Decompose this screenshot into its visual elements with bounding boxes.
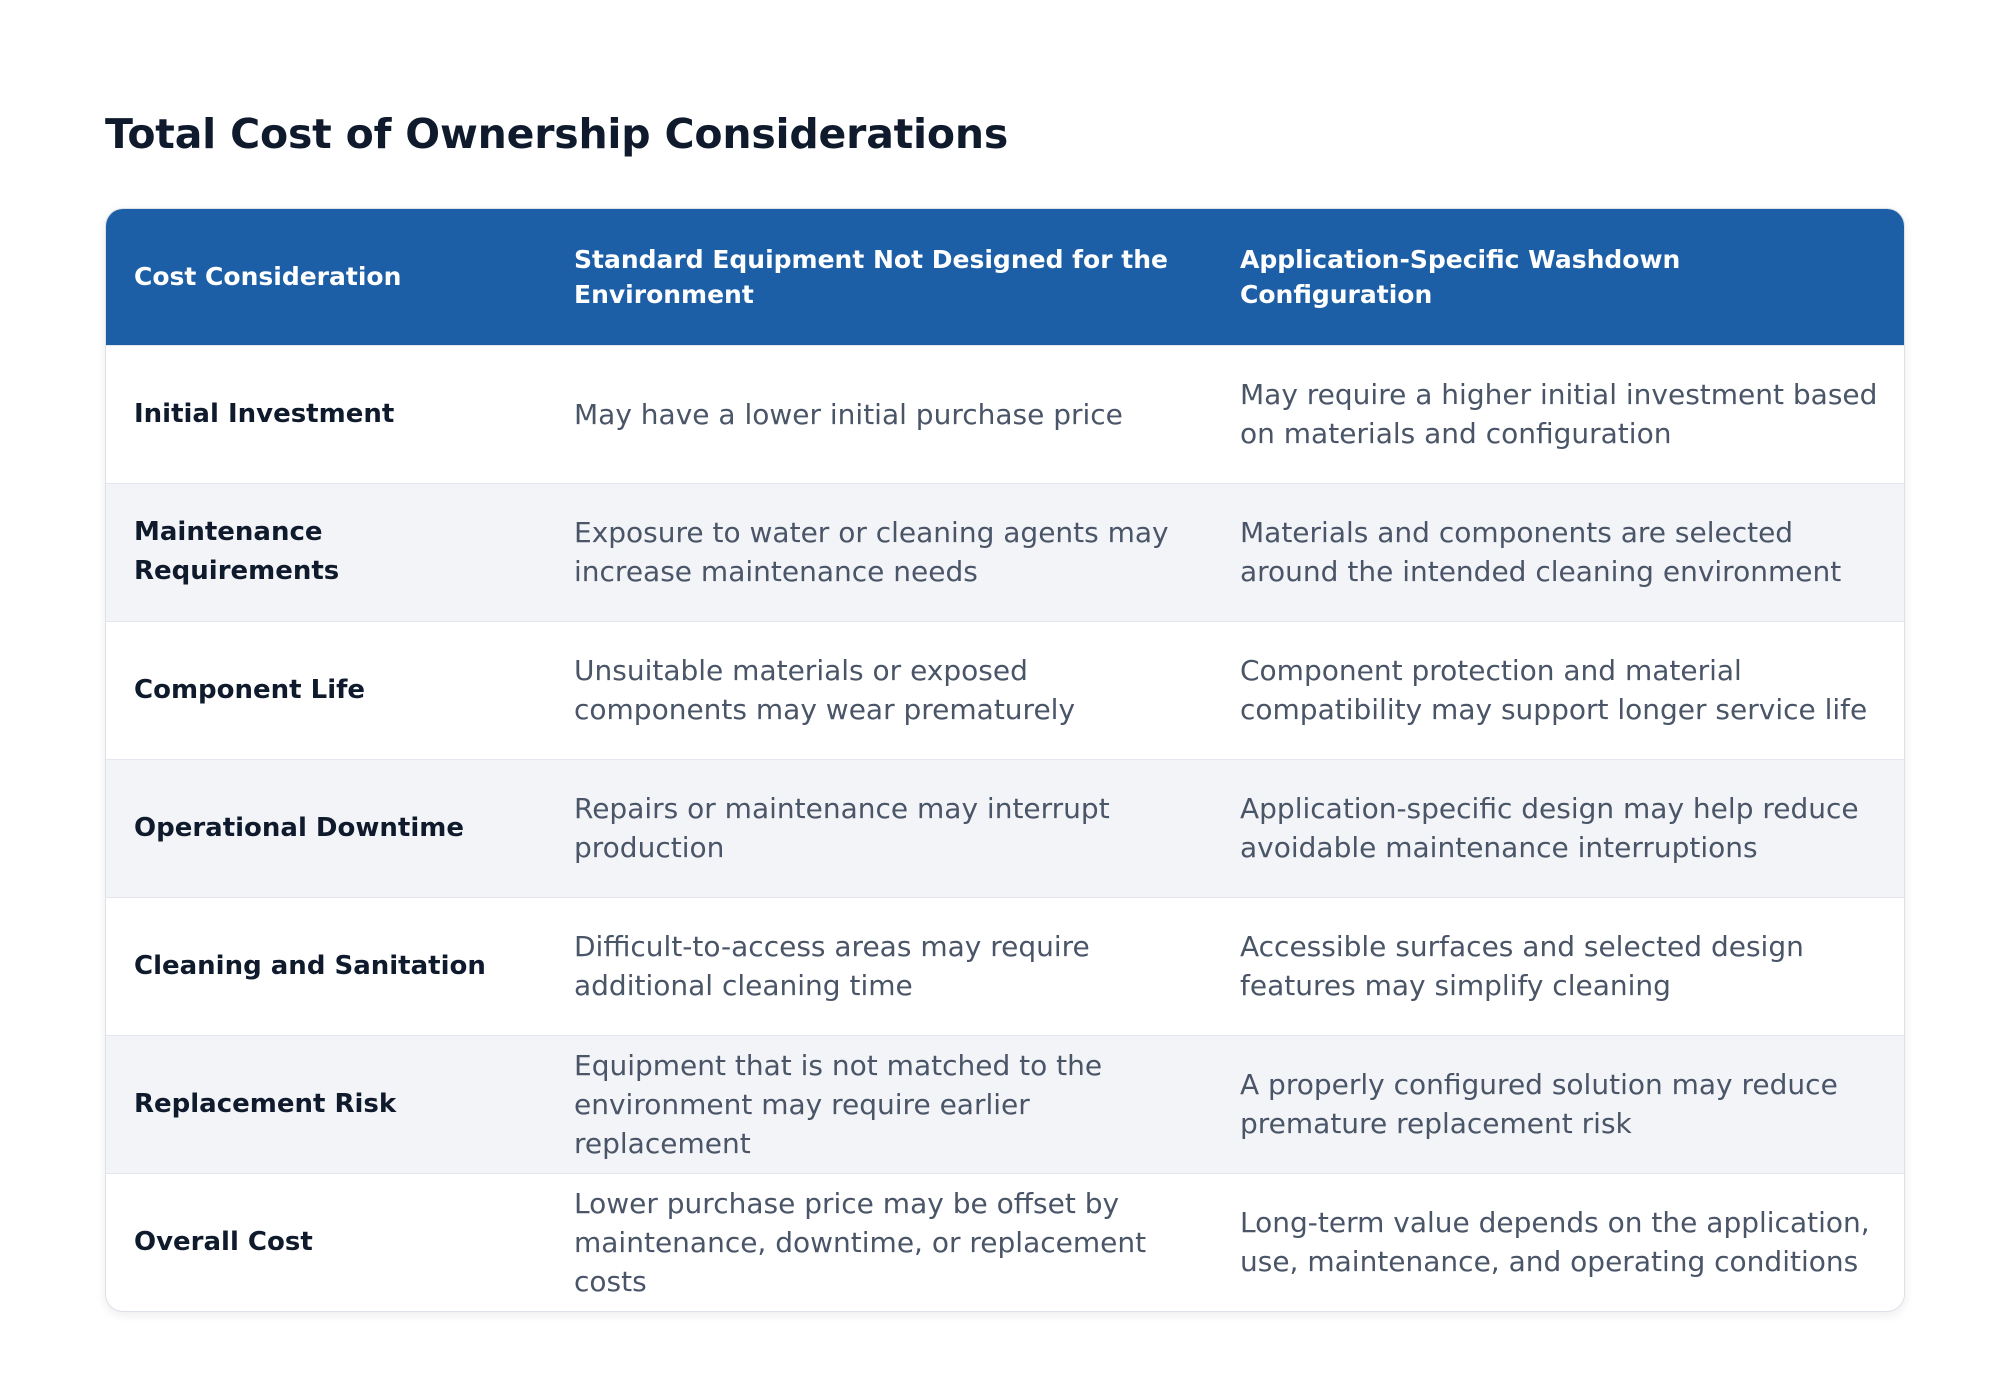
application-specific-cell: Materials and components are selected around the intended cleaning environment [1240, 516, 1842, 588]
cost-comparison-table [106, 209, 1905, 1311]
row-label: Operational Downtime [134, 812, 464, 843]
application-specific-cell: Application-specific design may help reduce avoidable maintenance interruptions [1240, 792, 1859, 864]
page-title: Total Cost of Ownership Considerations [105, 110, 1009, 158]
table-row [106, 1035, 1905, 1173]
application-specific-cell: Component protection and material compatibility may support longer service life [1240, 654, 1868, 726]
standard-equipment-cell: Difficult-to-access areas may require additional cleaning time [574, 930, 1090, 1002]
application-specific-cell: A properly configured solution may reduce premature replacement risk [1240, 1068, 1838, 1140]
standard-equipment-cell: Equipment that is not matched to the environment may require earlier replacement [574, 1048, 1103, 1160]
standard-equipment-cell: Repairs or maintenance may interrupt production [574, 792, 1110, 864]
column-header-application-specific: Application-Specific Washdown Configuration [1240, 244, 1681, 309]
cost-comparison-table-card [105, 208, 1905, 1312]
standard-equipment-cell: Unsuitable materials or exposed components may wear prematurely [574, 654, 1076, 726]
application-specific-cell: Accessible surfaces and selected design features may simplify cleaning [1240, 930, 1804, 1002]
table-row [106, 1173, 1905, 1311]
table-row [106, 483, 1905, 621]
row-label: Initial Investment [134, 398, 395, 429]
row-label: Component Life [134, 674, 366, 705]
table-header [106, 209, 1905, 345]
row-label: Replacement Risk [134, 1088, 397, 1119]
standard-equipment-cell: Exposure to water or cleaning agents may increase maintenance needs [574, 516, 1169, 588]
standard-equipment-cell: Lower purchase price may be offset by maintenance, downtime, or replacement costs [574, 1186, 1147, 1298]
application-specific-cell: Long-term value depends on the application, use, maintenance, and operating conditions [1240, 1206, 1870, 1279]
standard-equipment-cell: May have a lower initial purchase price [574, 397, 1123, 431]
table-row [106, 621, 1905, 759]
row-label: Maintenance Requirements [134, 517, 340, 586]
row-label: Cleaning and Sanitation [134, 950, 486, 981]
table-row [106, 897, 1905, 1035]
row-label: Overall Cost [134, 1226, 313, 1257]
table-body [106, 345, 1905, 1311]
header-row [106, 209, 1905, 345]
table-row [106, 759, 1905, 897]
column-header-standard-equipment: Standard Equipment Not Designed for the Environment [574, 244, 1168, 309]
table-row [106, 345, 1905, 483]
application-specific-cell: May require a higher initial investment based on materials and configuration [1240, 378, 1878, 450]
column-header-cost-consideration: Cost Consideration [134, 262, 402, 292]
